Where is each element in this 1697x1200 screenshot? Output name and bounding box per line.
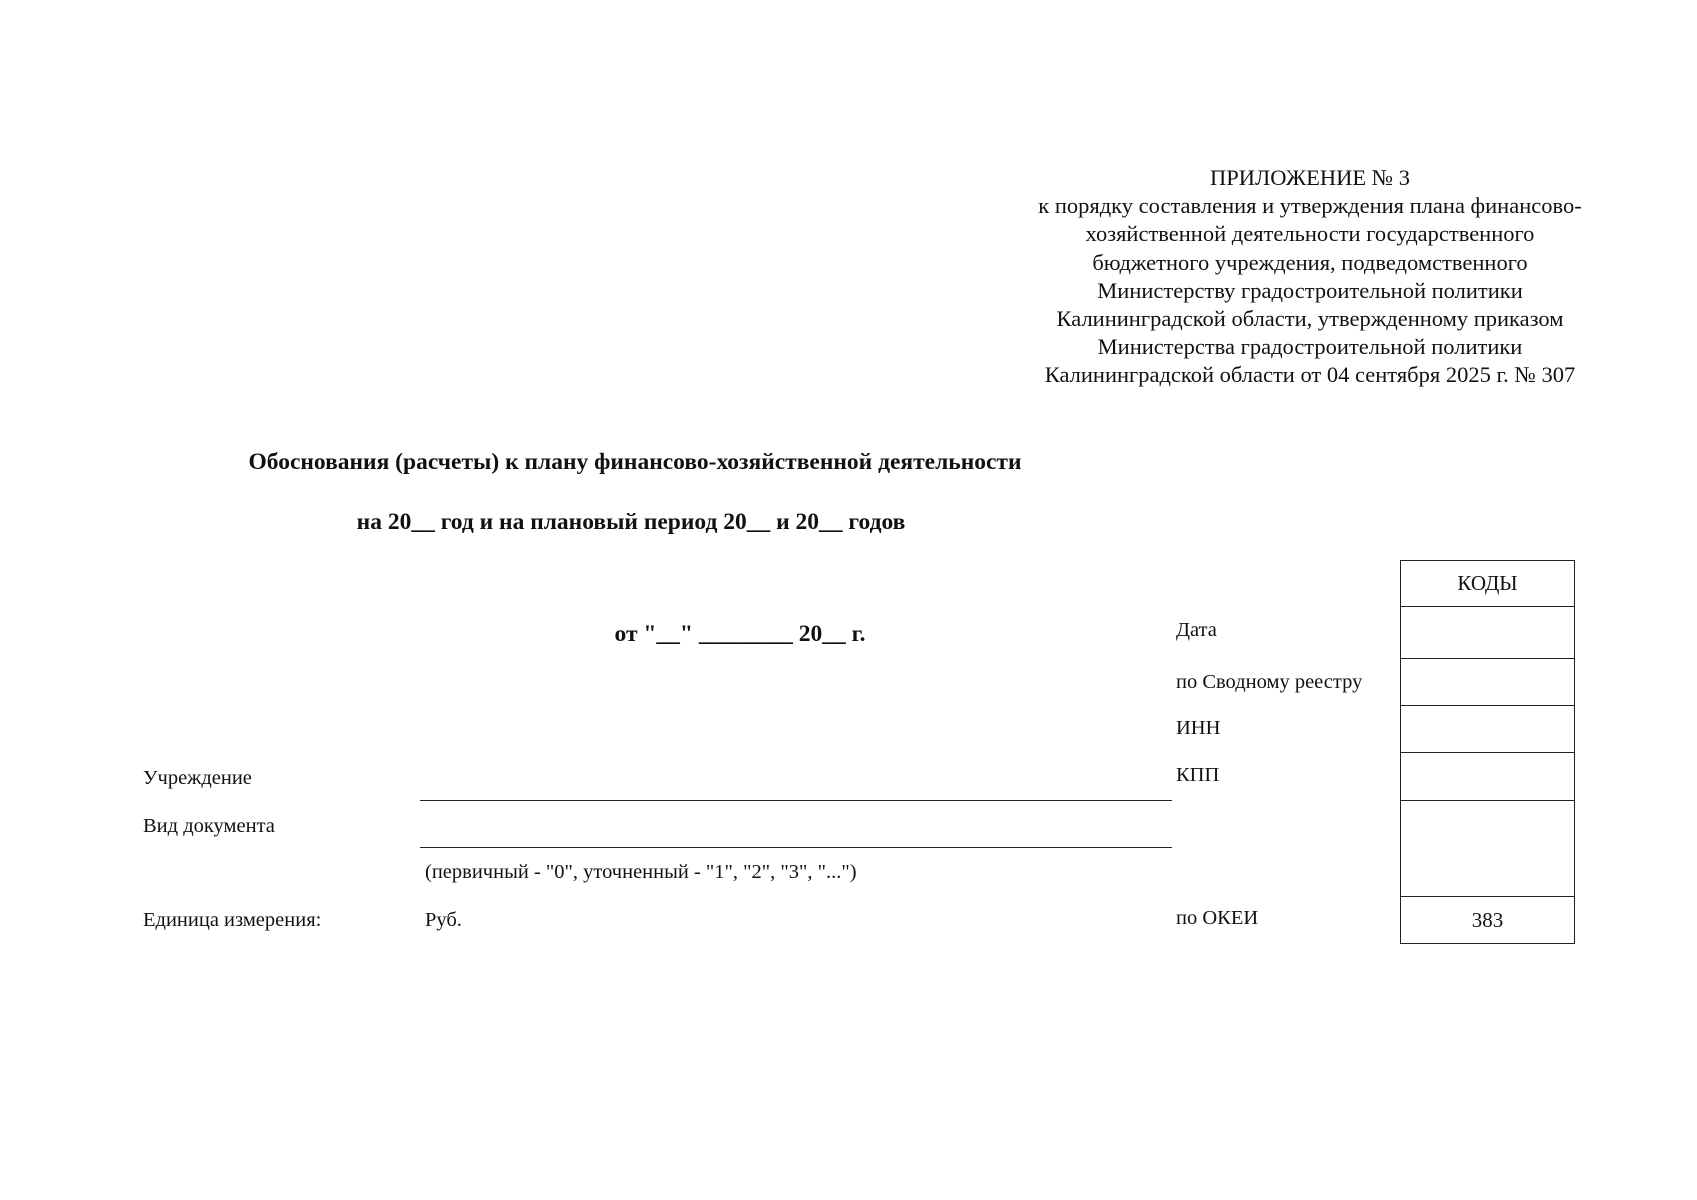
institution-label: Учреждение (143, 767, 252, 789)
code-label-inn: ИНН (1176, 717, 1221, 739)
code-label-okei: по ОКЕИ (1176, 907, 1259, 929)
code-cell-doctype (1401, 801, 1574, 897)
appendix-line: к порядку составления и утверждения плана финансово- (1038, 193, 1582, 219)
code-cell-okei: 383 (1471, 907, 1504, 932)
document-date: от "__" ________ 20__ г. (614, 621, 866, 647)
code-label-registry: по Сводному реестру (1176, 671, 1363, 693)
code-cell-registry (1401, 659, 1574, 706)
doctype-field-line (420, 847, 1172, 848)
appendix-line: Министерства градостроительной политики (1097, 334, 1523, 360)
document-title: Обоснования (расчеты) к плану финансово-хозяйственной деятельности (248, 449, 1022, 475)
unit-value: Руб. (425, 909, 462, 931)
codes-table (1400, 560, 1575, 944)
appendix-line: ПРИЛОЖЕНИЕ № 3 (1209, 165, 1411, 190)
doctype-label: Вид документа (143, 815, 275, 837)
appendix-line: Калининградской области, утвержденному приказом (1056, 306, 1564, 332)
codes-header: КОДЫ (1401, 561, 1574, 607)
code-label-kpp: КПП (1176, 764, 1220, 786)
unit-label: Единица измерения: (143, 909, 322, 931)
appendix-header (1005, 164, 1615, 390)
code-cell-kpp (1401, 753, 1574, 801)
code-cell-date (1401, 607, 1574, 659)
code-cell-inn (1401, 706, 1574, 753)
doctype-note: (первичный - "0", уточненный - "1", "2", "3", "...") (425, 861, 857, 883)
appendix-line: Министерству градостроительной политики (1097, 277, 1523, 303)
appendix-line: бюджетного учреждения, подведомственного (1092, 249, 1528, 275)
appendix-line: хозяйственной деятельности государственного (1085, 221, 1535, 247)
appendix-line: Калининградской области от 04 сентября 2025 г. № 307 (1044, 362, 1576, 388)
document-period: на 20__ год и на плановый период 20__ и 20__ годов (356, 509, 906, 535)
institution-field-line (420, 800, 1172, 801)
code-label-date: Дата (1176, 619, 1217, 641)
